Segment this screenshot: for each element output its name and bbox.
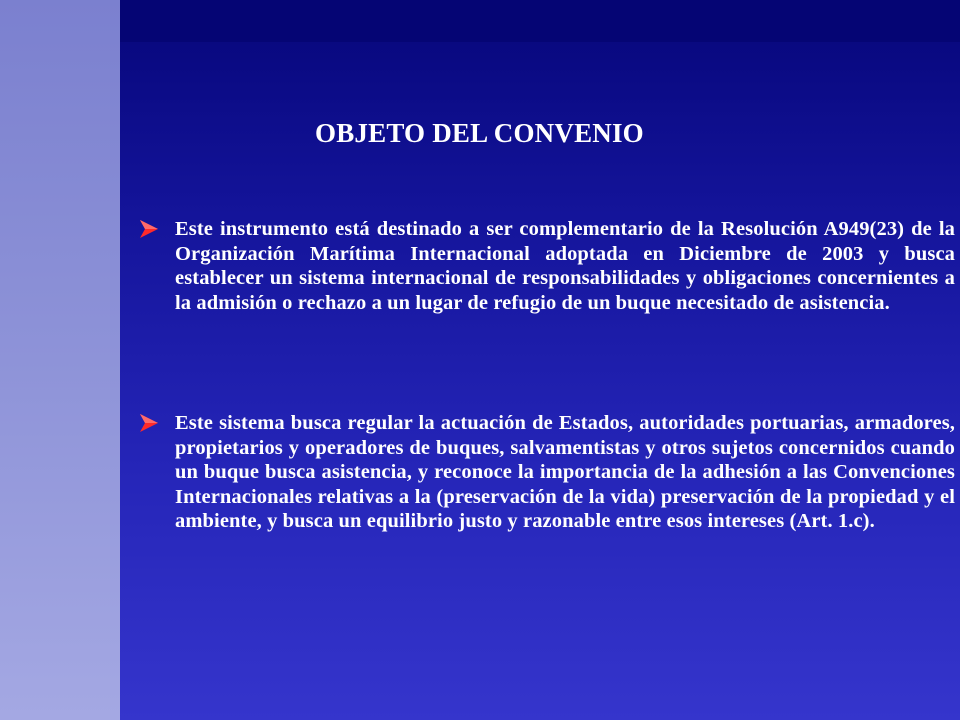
arrowhead-bullet-icon <box>138 412 160 434</box>
bullet-item <box>138 217 955 315</box>
slide-content-area <box>120 0 960 720</box>
bullet-text: Este sistema busca regular la actuación de Estados, autoridades portuarias, armadores, propietarios y operadores de buques, salvamentistas y otros sujetos concernidos cuando un buque busca asistencia, y reconoce la importancia de la adhesión a las Convenciones Internacionales relativas a la (preservación de la vida) preservación de la propiedad y el ambiente, y busca un equilibrio justo y razonable entre esos intereses (Art. 1.c). <box>175 412 955 532</box>
bullet-item <box>138 411 955 534</box>
slide-title: OBJETO DEL CONVENIO <box>315 118 644 148</box>
arrowhead-bullet-icon <box>138 218 160 240</box>
bullet-text: Este instrumento está destinado a ser complementario de la Resolución A949(23) de la Organización Marítima Internacional adoptada en Diciembre de 2003 y busca establecer un sistema internacional de responsabilidades y obligaciones concernientes a la admisión o rechazo a un lugar de refugio de un buque necesitado de asistencia. <box>175 218 955 314</box>
top-bar <box>120 0 960 42</box>
left-sidebar-band <box>0 0 120 720</box>
